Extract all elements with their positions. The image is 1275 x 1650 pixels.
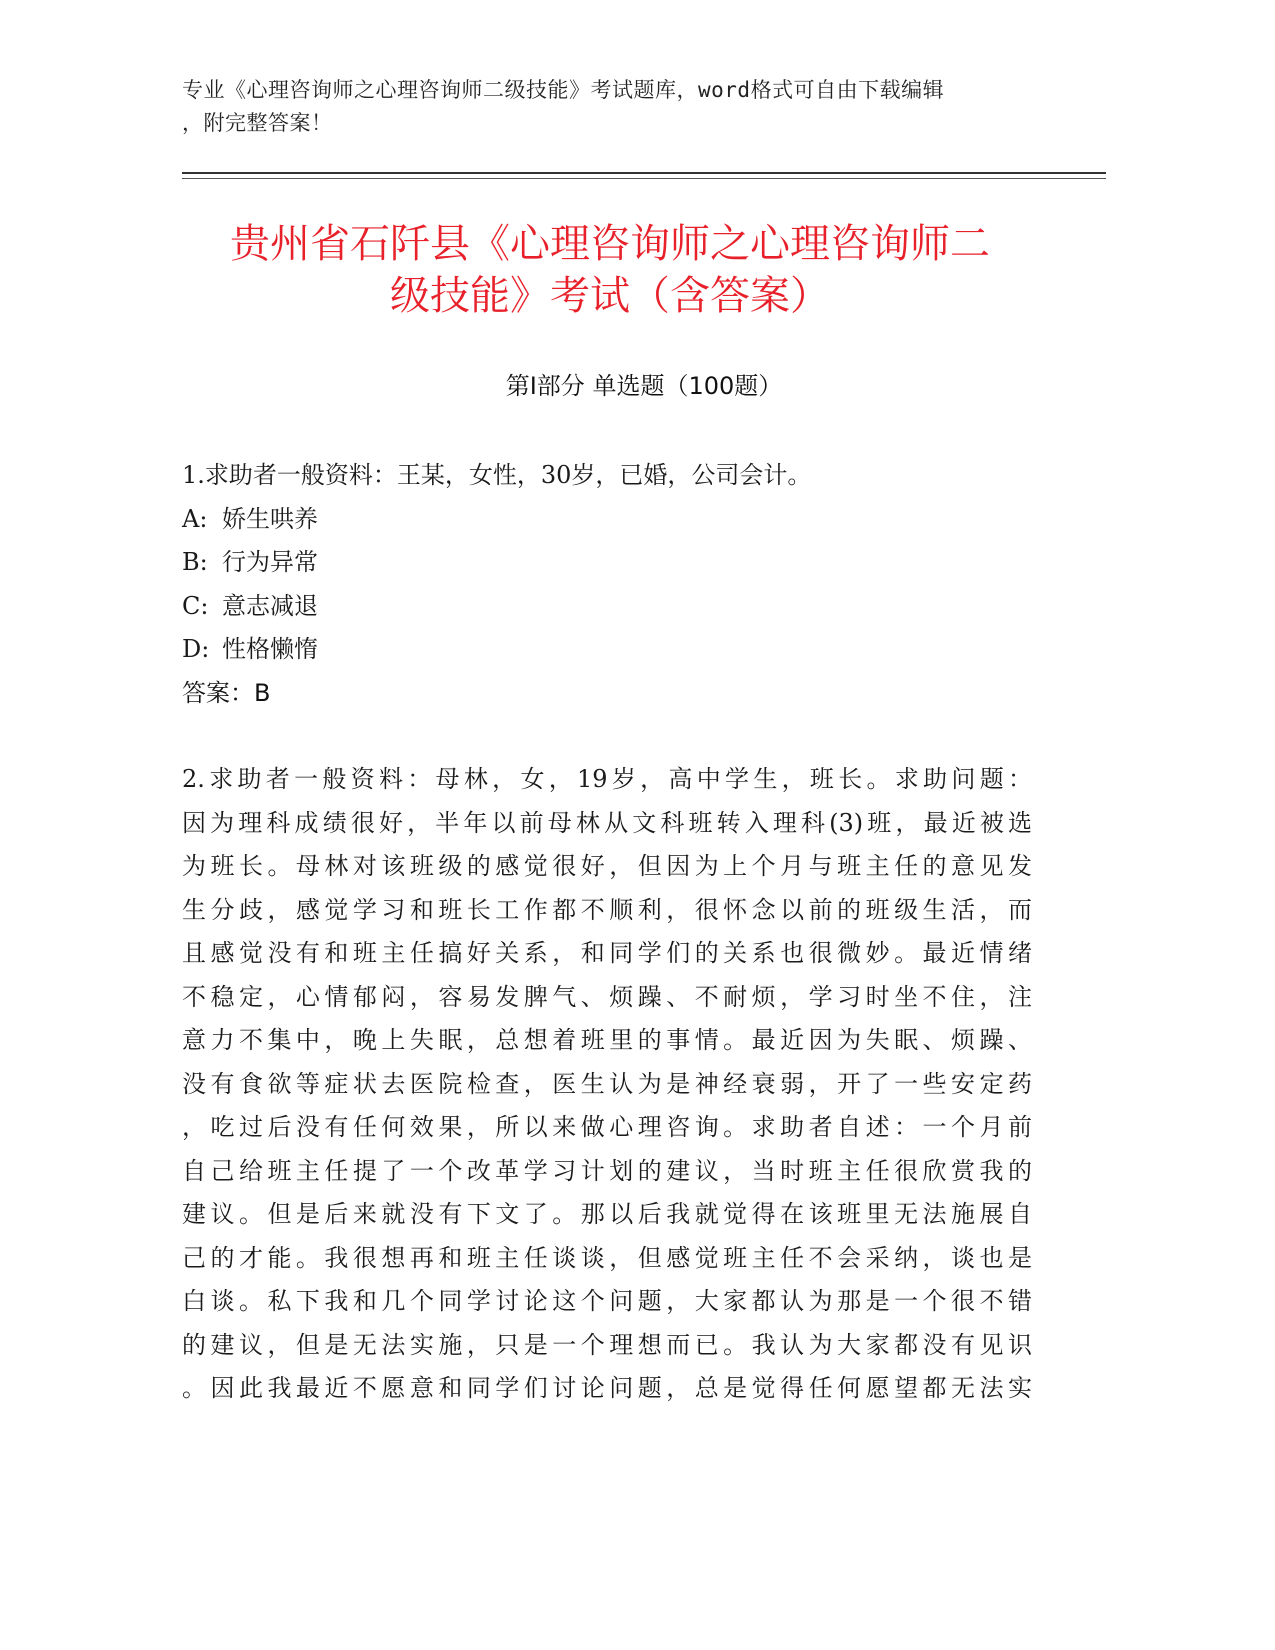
question-1 [182,454,1042,715]
option-text: 娇生哄养 [222,504,318,533]
question-2-line: 2.求助者一般资料：母林，女，19岁，高中学生，班长。求助问题： [182,765,1032,793]
question-1-option-a [182,498,1042,542]
header-divider-thick [182,172,1106,174]
option-letter: B: [182,548,208,576]
header-note [182,74,1072,140]
question-2-line: 为班长。母林对该班级的感觉很好，但因为上个月与班主任的意见发 [182,852,1032,880]
document-title [180,218,1040,322]
header-note-line-2: ，附完整答案！ [182,111,333,135]
option-letter: D: [182,635,210,663]
question-2-line: 建议。但是后来就没有下文了。那以后我就觉得在该班里无法施展自 [182,1200,1032,1228]
question-2-line: 白谈。私下我和几个同学讨论这个问题，大家都认为那是一个很不错 [182,1287,1032,1315]
question-2-line: 因为理科成绩很好，半年以前母林从文科班转入理科(3)班，最近被选 [182,808,1032,837]
question-1-option-d [182,628,1042,672]
section-heading: 第Ⅰ部分 单选题（100题） [505,372,783,400]
option-text: 意志减退 [222,591,318,620]
question-2-line: ，吃过后没有任何效果，所以来做心理咨询。求助者自述：一个月前 [182,1113,1032,1141]
question-2-line: 生分歧，感觉学习和班长工作都不顺利，很怀念以前的班级生活，而 [182,895,1032,924]
question-1-answer: 答案：B [182,678,271,707]
question-2-line: 自己给班主任提了一个改革学习计划的建议，当时班主任很欣赏我的 [182,1156,1032,1185]
question-1-option-b [182,541,1042,585]
document-title-line-2: 级技能》考试（含答案） [390,273,830,319]
question-1-stem: 1.求助者一般资料：王某，女性，30岁，已婚，公司会计。 [182,461,812,489]
question-2-line: 不稳定，心情郁闷，容易发脾气、烦躁、不耐烦，学习时坐不住，注 [182,982,1032,1011]
header-divider-thin [182,178,1106,179]
question-1-option-c [182,585,1042,629]
question-2-line: 意力不集中，晚上失眠，总想着班里的事情。最近因为失眠、烦躁、 [182,1026,1032,1054]
question-2-line: 。因此我最近不愿意和同学们讨论问题，总是觉得任何愿望都无法实 [182,1374,1032,1402]
option-text: 性格懒惰 [222,635,318,663]
option-letter: A: [182,504,208,533]
header-note-line-1: 专业《心理咨询师之心理咨询师二级技能》考试题库，word格式可自由下载编辑 [182,78,945,102]
document-title-line-1: 贵州省石阡县《心理咨询师之心理咨询师二 [230,221,990,267]
question-2-line: 的建议，但是无法实施，只是一个理想而已。我认为大家都没有见识 [182,1330,1032,1359]
option-letter: C: [182,591,209,620]
question-2-line: 没有食欲等症状去医院检查，医生认为是神经衰弱，开了一些安定药 [182,1069,1032,1098]
option-text: 行为异常 [222,548,318,576]
question-2 [182,758,1032,1411]
question-2-line: 己的才能。我很想再和班主任谈谈，但感觉班主任不会采纳，谈也是 [182,1243,1032,1272]
question-2-line: 且感觉没有和班主任搞好关系，和同学们的关系也很微妙。最近情绪 [182,939,1032,967]
